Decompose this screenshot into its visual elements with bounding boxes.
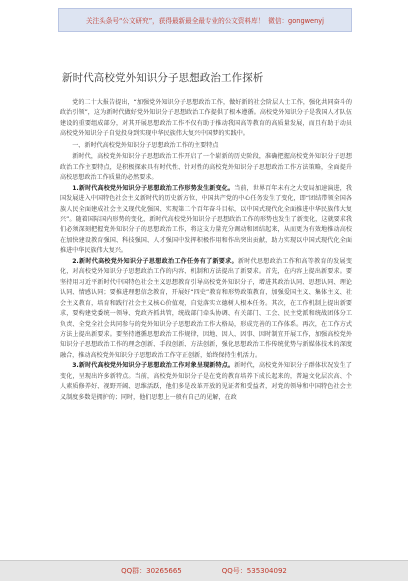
point-1-heading: 1.新时代高校党外知识分子思想政治工作形势发生新变化。 [72, 184, 235, 192]
footer-bar [0, 560, 408, 581]
banner-wechat: 微信：gongwenyj [268, 17, 324, 25]
point-2-text: 新时代思想政治工作和高等教育的发展变化，对高校党外知识分子思想政治工作的内容、机制和方法提出了新要求。首先，在内容上提出新要求。要坚持用习近平新时代中国特色社会主义思想教育引导高校党外知识分子，增进其政治认同、思想认同、理论认同、情感认同；要推进理想信念教育，开展好“四史”教育和形势政策教育，加强爱国主义、集体主义、社会主义教育，培育和践行社会主义核心价值观，自觉落实立德树人根本任务。其次，在工作机制上提出新要求，要构建党委统一领导、党政齐抓共管，统战部门牵头协调、有关部门、工会、民主党派和统战团体分工负责、全党全社会共同参与的党外知识分子思想政治工作大格局，形成完善的工作体系。再次，在工作方式方法上提出新要求。要坚持遵循思想政治工作规律，因地、因人、因事、因时制宜开展工作，加强高校党外知识分子思想政治工作的理念创新、手段创新、方法创新，强化思想政治工作传统优势与新媒体技术的深度融合，推动高校党外知识分子思想政治工作守正创新，始终保持生机活力。 [60, 257, 352, 359]
point-1-text: 当前，世界百年未有之大变局加速演进，我国发展进入中国特色社会主义新时代的历史新方位，中国共产党的中心任务发生了变化，即“团结带领全国各族人民全面建成社会主义现代化强国、实现第二个百年奋斗目标，以中国式现代化全面推进中华民族伟大复兴”。随着国际国内形势的变化，新时代高校党外知识分子思想政治工作的形势也发生了新变化，这就要求我们必须深刻把握党外知识分子的思想政治工作，将这支力量充分调动和团结起来，从而更为有效地推动高校在加快建设教育强国、科技强国、人才强国中发挥积极作用和作出突出贡献，助力实现以中国式现代化全面推进中华民族伟大复兴。 [60, 184, 353, 255]
point-3-text: 新时代，高校党外知识分子群体状况发生了变化，呈现出许多新特点。当前，高校党外知识分子是在党的教育培养下成长起来的，普遍文化层次高、个人素质修养好、视野开阔、思维活跃，他们多是改革开放的见证者和受益者，对党的领导和中国特色社会主义制度多数是拥护的；同时，他们思想上一般有自己的见解，在政 [60, 362, 353, 401]
header-banner [58, 8, 352, 32]
section-paragraph: 新时代，高校党外知识分子思想政治工作开启了一个崭新的历史阶段，准确把握高校党外知识分子思想政治工作主要特点，是积极探索具有时代性、针对性的高校党外知识分子思想政治工作方法策略，全面提升高校思想政治工作质量的必然要求。 [60, 153, 352, 182]
intro-paragraph: 党的二十大报告提出，“加强党外知识分子思想政治工作，做好新的社会阶层人士工作，强化共同奋斗的政治引领”，这为新时代做好党外知识分子思想政治工作提供了根本遵循。高校党外知识分子是我国人才队伍建设的重要组成部分，对其开展思想政治工作不仅有助于推动我国高等教育的高质量发展，而且有助于动员高校党外知识分子自觉投身到实现中华民族伟大复兴中国梦的实践中。 [60, 99, 352, 138]
document-title: 新时代高校党外知识分子思想政治工作探析 [62, 72, 264, 84]
document-body [60, 98, 352, 403]
point-2-heading: 2.新时代高校党外知识分子思想政治工作任务有了新要求。 [72, 257, 238, 265]
point-3-paragraph [60, 361, 352, 403]
footer-qq: QQ号：535304092 [221, 567, 287, 575]
point-3-heading: 3.新时代高校党外知识分子思想政治工作对象呈现新特点。 [72, 362, 235, 370]
footer-qq-group: QQ群：30265665 [121, 567, 182, 575]
banner-text: 关注头条号“公文研究”，获得最新最全最专业的公文资料库！ [85, 17, 265, 25]
section-heading: 一、新时代高校党外知识分子思想政治工作的主要特点 [72, 141, 219, 149]
point-1-paragraph [60, 184, 352, 257]
point-2-paragraph [60, 257, 352, 362]
